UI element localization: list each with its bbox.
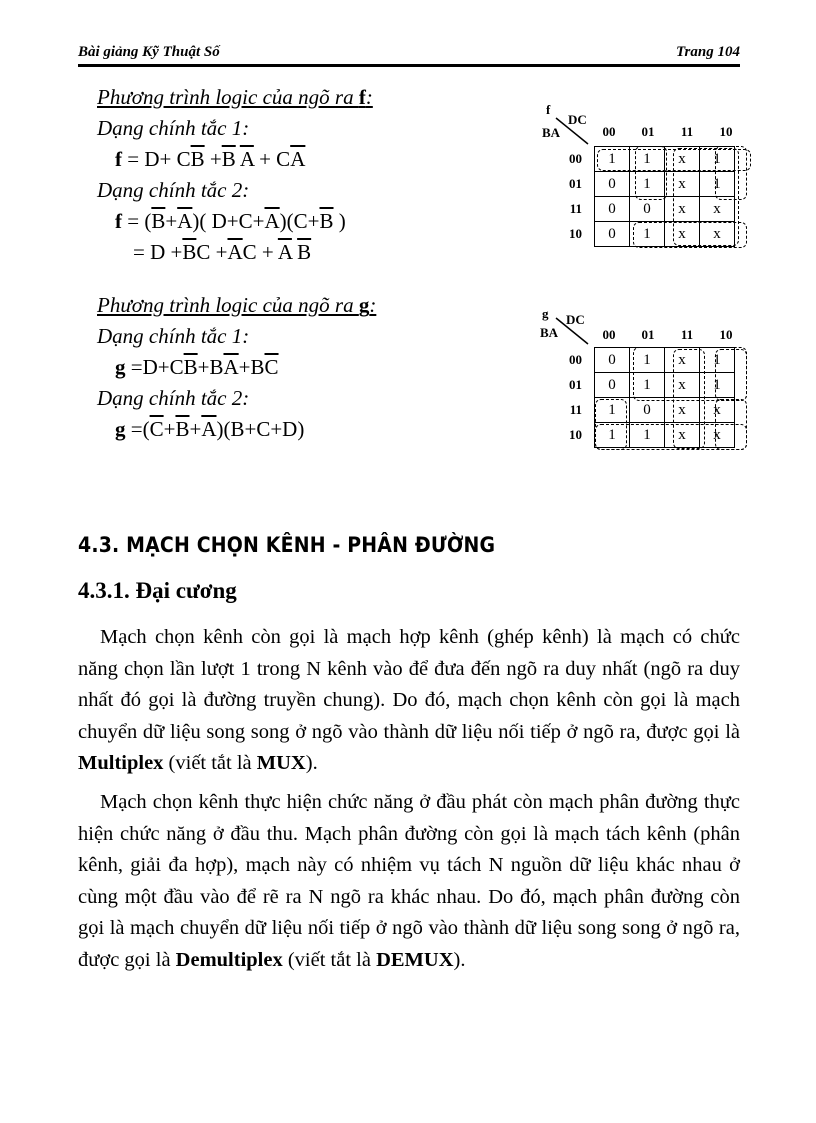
section-heading: 4.3. MẠCH CHỌN KÊNH - PHÂN ĐƯỜNG (78, 533, 496, 557)
kmap-col-header: 11 (680, 124, 694, 139)
paragraph-text: Mạch chọn kênh còn gọi là mạch hợp kênh (ghép kênh) là mạch có chức năng chọn lần lượt 1 trong N kênh vào để đưa đến ngõ ra duy nhất (ngõ ra duy nhất đó gọi là đường truyền chung). Do đó, mạch chọn kênh còn gọi là mạch chuyển dữ liệu song song ở ngõ vào thành dữ liệu nối tiếp ở ngõ ra, được gọi là (78, 626, 740, 743)
equations-g (97, 290, 376, 445)
kmap-row-header: 01 (569, 377, 582, 392)
form1-label-f: Dạng chính tắc 1: (97, 116, 250, 140)
term-demultiplex: Demultiplex (175, 948, 283, 971)
paragraph-text: ). (453, 948, 466, 971)
paragraph-text: (viết tắt là (163, 752, 257, 774)
kmap-group-loop (595, 399, 627, 450)
kmap-cell: 0 (630, 197, 665, 222)
equations-f-title: Phương trình logic của ngõ ra f: (97, 85, 373, 109)
kmap-g (540, 306, 750, 456)
kmap-cell: x (665, 423, 700, 448)
kmap-col-variable: DC (568, 112, 587, 127)
kmap-group-loop (633, 222, 747, 248)
equation-f-pos: $f = (\overline{B}+\overline{A})$( $D+C+\overline{A})(C+\overline{B}$ ) (115, 209, 346, 233)
equation-f-sop: $f = D+ C\overline{B} +\overline{B}$ $\overline{A} + C\overline{A}$ (115, 147, 306, 171)
kmap-cell: 1 (700, 373, 735, 398)
kmap-function-label: f (546, 102, 551, 117)
kmap-cell: 0 (630, 398, 665, 423)
form2-label-f: Dạng chính tắc 2: (97, 178, 250, 202)
kmap-cell: x (700, 398, 735, 423)
kmap-col-header: 00 (602, 327, 616, 342)
page-header (78, 44, 740, 64)
header-divider (78, 64, 740, 67)
kmap-cell: x (665, 398, 700, 423)
kmap-cell: 0 (595, 172, 630, 197)
equation-f-pos-expanded: = $D +\overline{B}C +\overline{A}C + \overline{A}$ $\overline{B}$ (133, 240, 312, 264)
kmap-cell: x (665, 348, 700, 373)
paragraph-demux (78, 787, 740, 976)
kmap-col-header: 00 (602, 124, 616, 139)
kmap-cell: 1 (630, 172, 665, 197)
subsection-heading: 4.3.1. Đại cương (78, 578, 237, 603)
kmap-cell: 0 (595, 222, 630, 247)
kmap-corner-diagonal (550, 116, 590, 146)
kmap-cell: x (700, 222, 735, 247)
kmap-corner-diagonal (550, 316, 590, 346)
kmap-function-label: g (542, 306, 549, 321)
kmap-cell: x (665, 222, 700, 247)
form1-label-g: Dạng chính tắc 1: (97, 324, 250, 348)
kmap-f (540, 102, 750, 262)
kmap-group-loop (715, 146, 747, 200)
kmap-row-variable: BA (540, 325, 559, 340)
kmap-cell: 1 (595, 398, 630, 423)
equations-f (97, 82, 373, 268)
kmap-cell: 1 (630, 373, 665, 398)
kmap-row-header: 00 (569, 352, 582, 367)
kmap-row-header: 00 (569, 151, 582, 166)
paragraph-text: ). (305, 752, 318, 774)
header-page-number: Trang 104 (675, 44, 740, 60)
kmap-group-loop (715, 349, 747, 401)
header-title: Bài giảng Kỹ Thuật Số (78, 44, 220, 60)
kmap-row-header: 11 (569, 201, 582, 216)
kmap-col-header: 10 (719, 124, 733, 139)
kmap-col-variable: DC (566, 312, 585, 327)
kmap-cell: 1 (700, 348, 735, 373)
paragraph-mux (78, 622, 740, 780)
kmap-cell: x (665, 197, 700, 222)
kmap-group-loop (715, 399, 747, 450)
kmap-row-header: 10 (569, 427, 582, 442)
kmap-cell: 1 (630, 423, 665, 448)
kmap-cell: 1 (595, 423, 630, 448)
equations-g-title: Phương trình logic của ngõ ra g: (97, 293, 377, 317)
paragraph-text: Mạch chọn kênh thực hiện chức năng ở đầu phát còn mạch phân đường thực hiện chức năng ở đầu thu. Mạch phân đường còn gọi là mạch tách kênh (phân kênh, giải đa hợp), mạch này có nhiệm vụ tách N nguồn dữ liệu khác nhau ở cùng một đầu vào để rẽ ra N ngõ ra khác nhau. Do đó, mạch phân đường còn gọi là mạch chuyển dữ liệu nối tiếp ở ngõ vào thành dữ liệu song song ở ngõ ra, được gọi là (78, 791, 740, 971)
paragraph-text: (viết tắt là (282, 948, 377, 971)
kmap-row-header: 01 (569, 176, 582, 191)
kmap-cell: 1 (630, 147, 665, 172)
kmap-row-header: 10 (569, 226, 582, 241)
kmap-cell: 1 (630, 348, 665, 373)
kmap-cell: 1 (630, 222, 665, 247)
kmap-cell: 0 (595, 197, 630, 222)
kmap-cell: 1 (595, 147, 630, 172)
kmap-col-header: 01 (641, 124, 655, 139)
equation-g-pos: $g =(\overline{C}+\overline{B}+\overline{A})(B+C+D)$ (115, 417, 305, 441)
term-multiplex: Multiplex (78, 752, 164, 774)
kmap-cell: 0 (595, 373, 630, 398)
kmap-cell: x (665, 373, 700, 398)
kmap-row-header: 11 (569, 402, 582, 417)
kmap-col-header: 11 (680, 327, 694, 342)
kmap-cell: x (700, 197, 735, 222)
kmap-cell: x (665, 172, 700, 197)
kmap-cell: 1 (700, 172, 735, 197)
kmap-group-loop (635, 146, 667, 200)
kmap-cell: x (700, 423, 735, 448)
kmap-col-header: 10 (719, 327, 733, 342)
form2-label-g: Dạng chính tắc 2: (97, 386, 250, 410)
kmap-cell: x (665, 147, 700, 172)
kmap-col-header: 01 (641, 327, 655, 342)
kmap-cell: 1 (700, 147, 735, 172)
kmap-row-variable: BA (542, 125, 561, 140)
equation-g-sop: $g =D+C\overline{B}+B\overline{A}+B\overline{C}$ (115, 355, 279, 379)
term-mux: MUX (256, 752, 306, 774)
kmap-cell: 0 (595, 348, 630, 373)
term-demux: DEMUX (376, 948, 454, 971)
